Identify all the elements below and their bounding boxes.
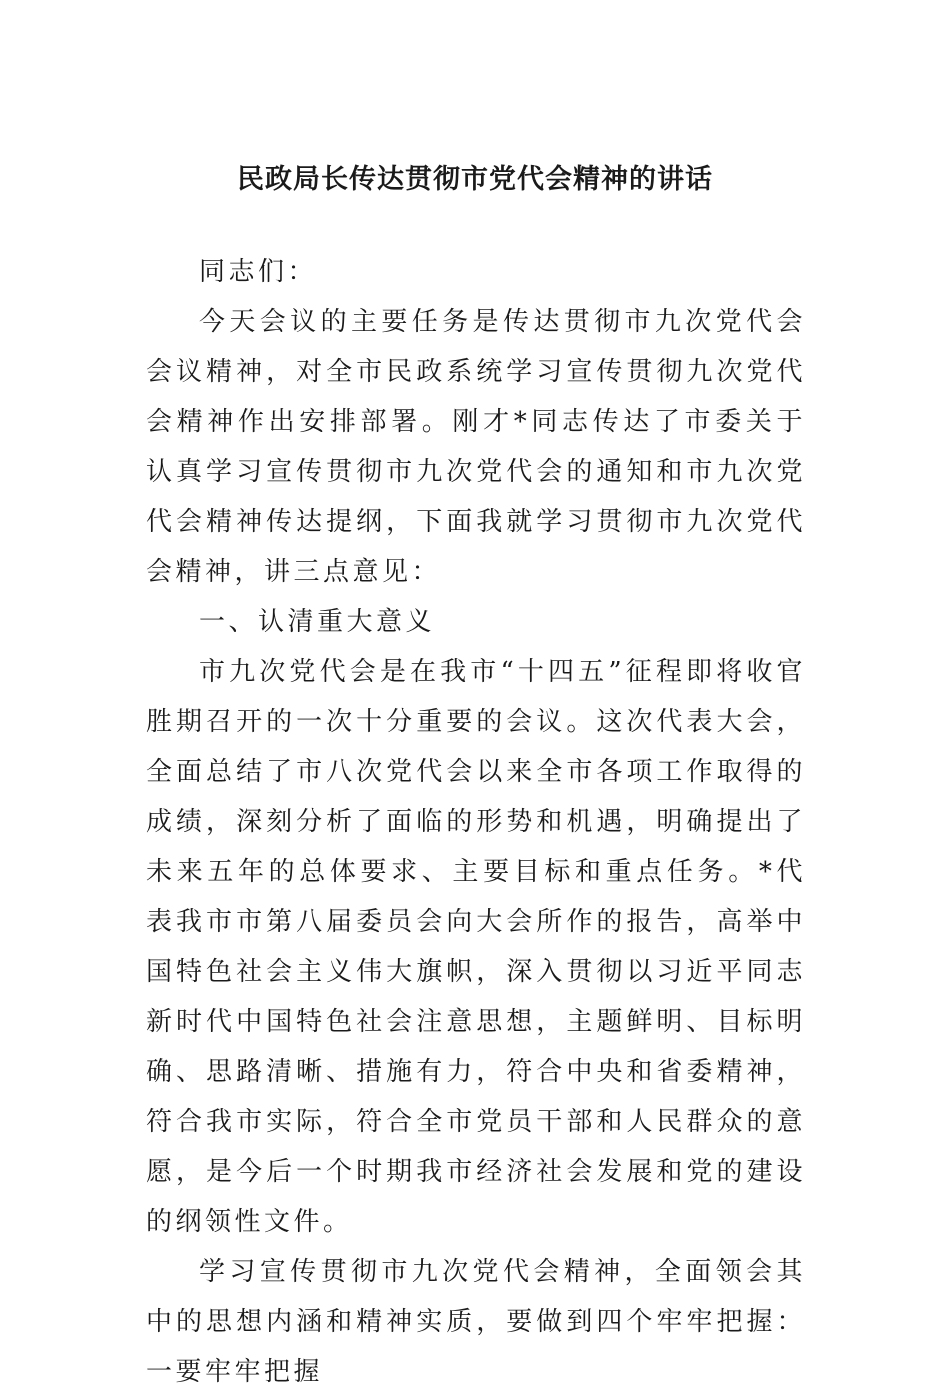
paragraph-significance: 市九次党代会是在我市“十四五”征程即将收官胜期召开的一次十分重要的会议。这次代表大会，全面总结了市八次党代会以来全市各项工作取得的成绩，深刻分析了面临的形势和机遇，明确提出了未来五年的总体要求、主要目标和重点任务。*代表我市市第八届委员会向大会所作的报告，高举中国特色社会主义伟大旗帜，深入贯彻以习近平同志新时代中国特色社会注意思想，主题鲜明、目标明确、思路清晰、措施有力，符合中央和省委精神，符合我市实际，符合全市党员干部和人民群众的意愿，是今后一个时期我市经济社会发展和党的建设的纲领性文件。 (146, 657, 806, 1237)
paragraph-intro: 今天会议的主要任务是传达贯彻市九次党代会会议精神，对全市民政系统学习宣传贯彻九次党代会精神作出安排部署。刚才*同志传达了市委关于认真学习宣传贯彻市九次党代会的通知和市九次党代会精神传达提纲，下面我就学习贯彻市九次党代会精神，讲三点意见： (146, 307, 806, 587)
document-title: 民政局长传达贯彻市党代会精神的讲话 (237, 164, 713, 195)
section-heading: 一、认清重大意义 (199, 607, 436, 637)
paragraph-study: 学习宣传贯彻市九次党代会精神，全面领会其中的思想内涵和精神实质，要做到四个牢牢把握：一要牢牢把握 (146, 1257, 806, 1387)
salutation: 同志们： (199, 257, 318, 287)
document-body (146, 247, 806, 1397)
